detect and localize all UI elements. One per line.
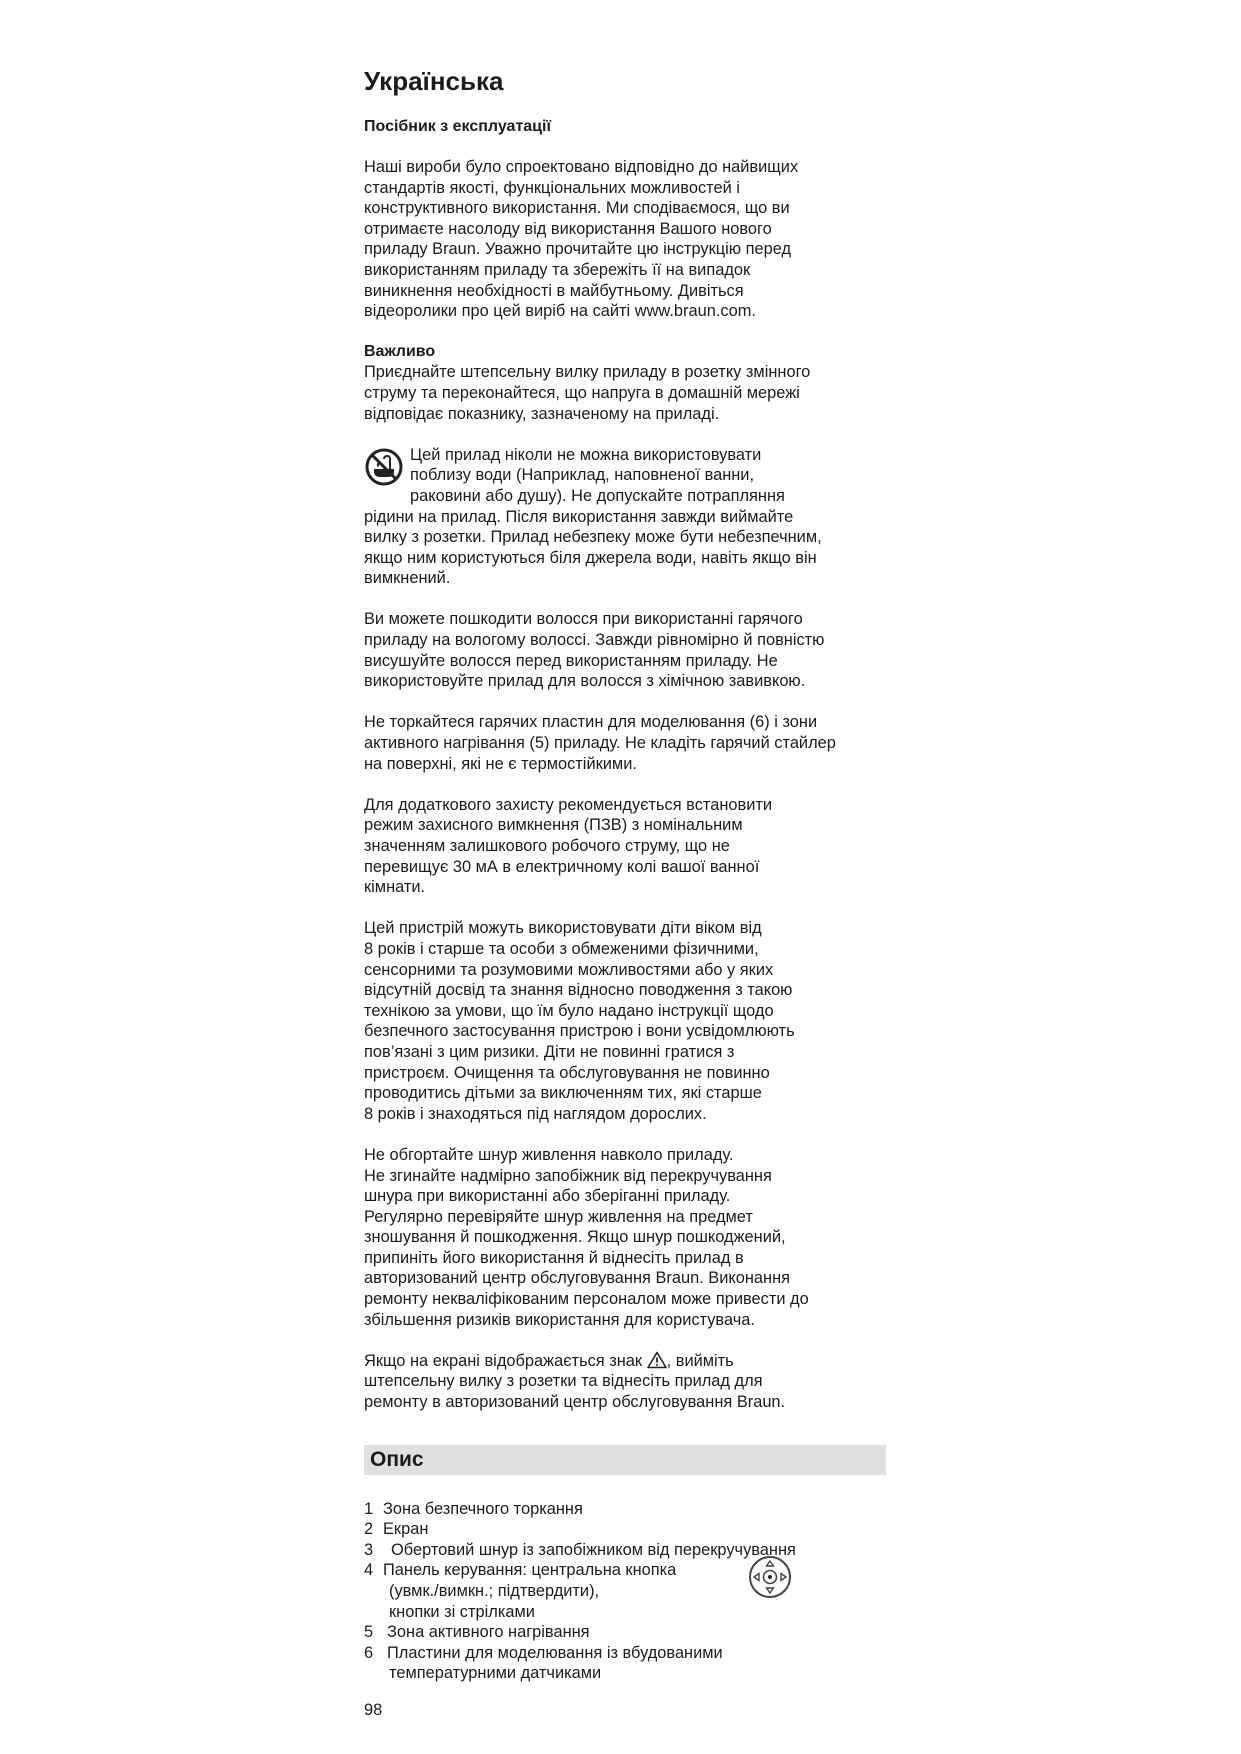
intro-paragraph: Наші вироби було спроектовано відповідно до найвищих стандартів якості, функціональних можливостей і конструктивного використання. Ми сподіваємося, що ви отримаєте насолоду від використання Вашого нового приладу Braun. Уважно прочитайте цю інструкцію перед використанням приладу та збережіть її на випадок виникнення необхідності в майбутньому. Дивіться відеоролики про цей виріб на сайті www.braun.com. — [364, 158, 799, 321]
list-item: 4 Панель керування: центральна кнопка (увмк./вимкн.; підтвердити), кнопки зі стрілками — [364, 1560, 894, 1622]
page-number: 98 — [364, 1700, 383, 1719]
description-section-header: Опис — [364, 1445, 886, 1475]
rcd-paragraph: Для додаткового захисту рекомендується встановити режим захисного вимкнення (ПЗВ) з номінальним значенням залишкового робочого струму, що не перевищує 30 мА в електричному колі вашої ванної кімнати. — [364, 795, 773, 897]
list-item: 5 Зона активного нагрівання — [364, 1623, 590, 1642]
list-item: 6 Пластини для моделювання із вбудованими температурними датчиками — [364, 1643, 723, 1683]
important-heading: Важливо — [364, 342, 436, 360]
description-list — [364, 1499, 894, 1684]
control-pad-icon — [747, 1554, 793, 1600]
list-item: 1 Зона безпечного торкання — [364, 1499, 583, 1518]
manual-subtitle: Посібник з експлуатації — [364, 118, 551, 135]
display-warning-paragraph: Якщо на екрані відображається знак , вийміть штепсельну вилку з розетки та віднесіть прилад для ремонту в авторизований центр обслуговування Braun. — [364, 1351, 786, 1412]
water-warning-paragraph: Цей прилад ніколи не можна використовувати поблизу води (Наприклад, наповненої ванни, раковини або душу). Не допускайте потрапляння рідини на прилад. Після використання завжди виймайте вилку з розетки. Прилад небезпеку може бути небезпечним, якщо ним користуються біля джерела води, навіть якщо він вимкнений. — [364, 445, 822, 588]
hot-plates-paragraph: Не торкайтеся гарячих пластин для моделювання (6) і зони активного нагрівання (5) приладу. Не кладіть гарячий стайлер на поверхні, які не є термостійкими. — [364, 713, 836, 773]
warning-triangle-icon — [647, 1351, 667, 1369]
hair-damage-paragraph: Ви можете пошкодити волосся при використанні гарячого приладу на вологому волоссі. Завжди рівномірно й повністю висушуйте волосся перед використанням приладу. Не використовуйте прилад для волосся з хімічною завивкою. — [364, 610, 825, 691]
manual-page — [364, 58, 894, 1720]
children-paragraph: Цей пристрій можуть використовувати діти віком від 8 років і старше та особи з обмеженими фізичними, сенсорними та розумовими можливостями або у яких відсутній досвід та знання відносно поводження з такою технікою за умови, що їм було надано інструкції щодо безпечного застосування пристрою і вони усвідомлюють пов’язані з цим ризики. Діти не повинні гратися з пристроєм. Очищення та обслуговування не повинно проводитись дітьми за виключенням тих, які старше 8 років і знаходяться під наглядом дорослих. — [364, 919, 795, 1123]
language-title: Українська — [364, 66, 504, 96]
no-water-bath-icon — [364, 447, 404, 487]
cord-paragraph: Не обгортайте шнур живлення навколо приладу. Не згинайте надмірно запобіжник від перекручування шнура при використанні або зберіганні приладу. Регулярно перевіряйте шнур живлення на предмет зношування й пошкодження. Якщо шнур пошкоджений, припиніть його використання й віднесіть прилад в авторизований центр обслуговування Braun. Виконання ремонту некваліфікованим персоналом може привести до збільшення ризиків використання для користувача. — [364, 1145, 809, 1329]
list-item: 3 Обертовий шнур із запобіжником від перекручування — [364, 1540, 796, 1559]
important-paragraph: Приєднайте штепсельну вилку приладу в розетку змінного струму та переконайтеся, що напруга в домашній мережі відповідає показнику, зазначеному на приладі. — [364, 363, 811, 423]
list-item: 2 Екран — [364, 1520, 429, 1539]
